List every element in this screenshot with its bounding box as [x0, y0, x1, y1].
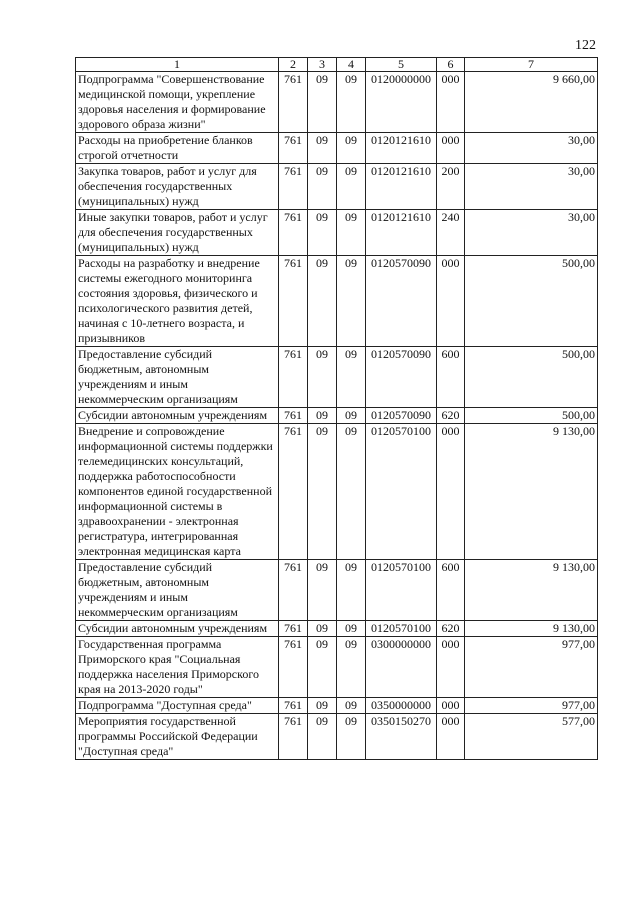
ministry-code: 761 — [279, 256, 308, 347]
ministry-code: 761 — [279, 424, 308, 560]
section-code: 09 — [308, 637, 337, 698]
row-name: Субсидии автономным учреждениям — [76, 408, 279, 424]
table-row — [76, 164, 598, 210]
expense-type-code: 200 — [437, 164, 465, 210]
section-code: 09 — [308, 72, 337, 133]
expense-type-code: 600 — [437, 560, 465, 621]
subsection-code: 09 — [337, 133, 366, 164]
ministry-code: 761 — [279, 347, 308, 408]
budget-table — [75, 57, 598, 760]
expense-type-code: 000 — [437, 72, 465, 133]
expense-type-code: 000 — [437, 714, 465, 760]
table-body — [76, 72, 598, 760]
section-code: 09 — [308, 256, 337, 347]
column-header-2: 2 — [279, 58, 308, 72]
target-article-code: 0350150270 — [366, 714, 437, 760]
section-code: 09 — [308, 714, 337, 760]
table-row — [76, 72, 598, 133]
column-header-5: 5 — [366, 58, 437, 72]
row-name: Расходы на приобретение бланков строгой отчетности — [76, 133, 279, 164]
amount: 30,00 — [465, 164, 598, 210]
amount: 577,00 — [465, 714, 598, 760]
page-number: 122 — [575, 38, 596, 53]
table-row — [76, 210, 598, 256]
amount: 977,00 — [465, 698, 598, 714]
subsection-code: 09 — [337, 408, 366, 424]
amount: 500,00 — [465, 256, 598, 347]
expense-type-code: 000 — [437, 698, 465, 714]
section-code: 09 — [308, 698, 337, 714]
table-row — [76, 714, 598, 760]
amount: 500,00 — [465, 408, 598, 424]
subsection-code: 09 — [337, 424, 366, 560]
section-code: 09 — [308, 621, 337, 637]
row-name: Внедрение и сопровождение информационной системы поддержки телемедицинских консультаций, поддержка работоспособности компонентов единой государственной информационной системы в здравоохранении - электронная регистратура, интегрированная электронная медицинская карта — [76, 424, 279, 560]
target-article-code: 0350000000 — [366, 698, 437, 714]
table-row — [76, 424, 598, 560]
column-header-4: 4 — [337, 58, 366, 72]
ministry-code: 761 — [279, 698, 308, 714]
ministry-code: 761 — [279, 714, 308, 760]
column-header-1: 1 — [76, 58, 279, 72]
expense-type-code: 600 — [437, 347, 465, 408]
table-row — [76, 133, 598, 164]
expense-type-code: 000 — [437, 424, 465, 560]
amount: 9 130,00 — [465, 560, 598, 621]
subsection-code: 09 — [337, 164, 366, 210]
amount: 500,00 — [465, 347, 598, 408]
subsection-code: 09 — [337, 637, 366, 698]
column-header-7: 7 — [465, 58, 598, 72]
ministry-code: 761 — [279, 621, 308, 637]
target-article-code: 0120570090 — [366, 256, 437, 347]
ministry-code: 761 — [279, 408, 308, 424]
target-article-code: 0120570100 — [366, 621, 437, 637]
subsection-code: 09 — [337, 256, 366, 347]
amount: 9 130,00 — [465, 621, 598, 637]
table-row — [76, 637, 598, 698]
table-row — [76, 560, 598, 621]
ministry-code: 761 — [279, 133, 308, 164]
section-code: 09 — [308, 560, 337, 621]
section-code: 09 — [308, 133, 337, 164]
section-code: 09 — [308, 408, 337, 424]
expense-type-code: 000 — [437, 256, 465, 347]
table-row — [76, 698, 598, 714]
row-name: Подпрограмма "Доступная среда" — [76, 698, 279, 714]
section-code: 09 — [308, 210, 337, 256]
subsection-code: 09 — [337, 72, 366, 133]
row-name: Предоставление субсидий бюджетным, автономным учреждениям и иным некоммерческим организациям — [76, 347, 279, 408]
expense-type-code: 620 — [437, 408, 465, 424]
column-header-3: 3 — [308, 58, 337, 72]
target-article-code: 0120121610 — [366, 210, 437, 256]
ministry-code: 761 — [279, 560, 308, 621]
target-article-code: 0120121610 — [366, 133, 437, 164]
target-article-code: 0120570090 — [366, 408, 437, 424]
table-row — [76, 256, 598, 347]
column-header-6: 6 — [437, 58, 465, 72]
amount: 30,00 — [465, 133, 598, 164]
expense-type-code: 000 — [437, 133, 465, 164]
target-article-code: 0120570100 — [366, 560, 437, 621]
subsection-code: 09 — [337, 621, 366, 637]
row-name: Подпрограмма "Совершенствование медицинской помощи, укрепление здоровья населения и формирование здорового образа жизни" — [76, 72, 279, 133]
subsection-code: 09 — [337, 714, 366, 760]
subsection-code: 09 — [337, 560, 366, 621]
target-article-code: 0120121610 — [366, 164, 437, 210]
target-article-code: 0120570090 — [366, 347, 437, 408]
section-code: 09 — [308, 424, 337, 560]
row-name: Субсидии автономным учреждениям — [76, 621, 279, 637]
subsection-code: 09 — [337, 698, 366, 714]
row-name: Государственная программа Приморского края "Социальная поддержка населения Приморского края на 2013-2020 годы" — [76, 637, 279, 698]
row-name: Мероприятия государственной программы Российской Федерации "Доступная среда" — [76, 714, 279, 760]
target-article-code: 0300000000 — [366, 637, 437, 698]
table-row — [76, 408, 598, 424]
target-article-code: 0120570100 — [366, 424, 437, 560]
amount: 977,00 — [465, 637, 598, 698]
subsection-code: 09 — [337, 210, 366, 256]
table-row — [76, 621, 598, 637]
amount: 9 660,00 — [465, 72, 598, 133]
expense-type-code: 620 — [437, 621, 465, 637]
row-name: Расходы на разработку и внедрение системы ежегодного мониторинга состояния здоровья, физического и психологического развития детей, начиная с 10-летнего возраста, и призывников — [76, 256, 279, 347]
subsection-code: 09 — [337, 347, 366, 408]
expense-type-code: 000 — [437, 637, 465, 698]
row-name: Закупка товаров, работ и услуг для обеспечения государственных (муниципальных) нужд — [76, 164, 279, 210]
amount: 30,00 — [465, 210, 598, 256]
table-header-row — [76, 58, 598, 72]
table-row — [76, 347, 598, 408]
ministry-code: 761 — [279, 210, 308, 256]
expense-type-code: 240 — [437, 210, 465, 256]
section-code: 09 — [308, 347, 337, 408]
ministry-code: 761 — [279, 637, 308, 698]
row-name: Предоставление субсидий бюджетным, автономным учреждениям и иным некоммерческим организациям — [76, 560, 279, 621]
ministry-code: 761 — [279, 164, 308, 210]
ministry-code: 761 — [279, 72, 308, 133]
section-code: 09 — [308, 164, 337, 210]
target-article-code: 0120000000 — [366, 72, 437, 133]
amount: 9 130,00 — [465, 424, 598, 560]
row-name: Иные закупки товаров, работ и услуг для обеспечения государственных (муниципальных) нужд — [76, 210, 279, 256]
